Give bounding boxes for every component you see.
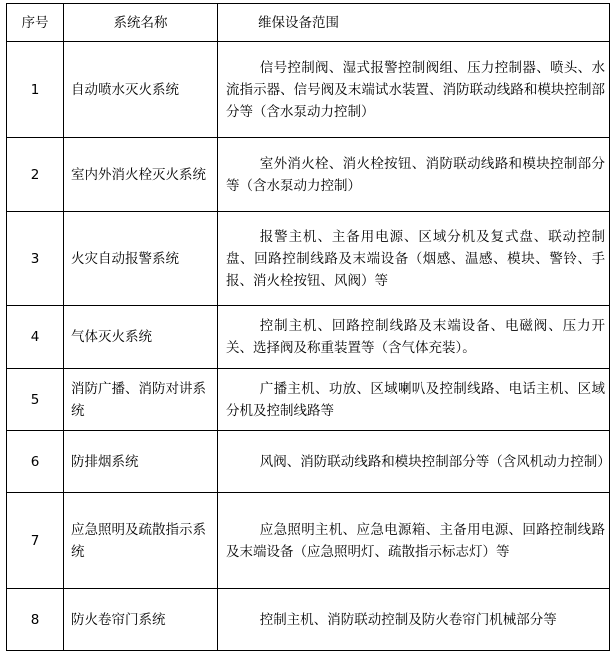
maintenance-scope-table: [6, 3, 610, 651]
row-index: 3: [7, 212, 64, 306]
header-system-name: 系统名称: [64, 4, 218, 42]
row-index: 7: [7, 493, 64, 589]
table-row: [7, 369, 610, 431]
header-scope: 维保设备范围: [218, 4, 610, 42]
row-system-name: 防火卷帘门系统: [64, 589, 218, 651]
table-row: [7, 42, 610, 138]
table-row: [7, 431, 610, 493]
table-row: [7, 138, 610, 212]
row-system-name: 气体灭火系统: [64, 306, 218, 369]
row-scope: 控制主机、回路控制线路及末端设备、电磁阀、压力开关、选择阀及称重装置等（含气体充装）。: [218, 306, 610, 369]
row-scope: 广播主机、功放、区域喇叭及控制线路、电话主机、区域分机及控制线路等: [218, 369, 610, 431]
row-system-name: 应急照明及疏散指示系统: [64, 493, 218, 589]
table-row: [7, 306, 610, 369]
row-scope: 信号控制阀、湿式报警控制阀组、压力控制器、喷头、水流指示器、信号阀及末端试水装置、消防联动线路和模块控制部分等（含水泵动力控制）: [218, 42, 610, 138]
row-index: 5: [7, 369, 64, 431]
row-index: 6: [7, 431, 64, 493]
row-scope: 控制主机、消防联动控制及防火卷帘门机械部分等: [218, 589, 610, 651]
header-index: 序号: [7, 4, 64, 42]
row-index: 8: [7, 589, 64, 651]
row-index: 4: [7, 306, 64, 369]
row-system-name: 防排烟系统: [64, 431, 218, 493]
row-system-name: 消防广播、消防对讲系统: [64, 369, 218, 431]
row-scope: 室外消火栓、消火栓按钮、消防联动线路和模块控制部分等（含水泵动力控制）: [218, 138, 610, 212]
row-scope: 应急照明主机、应急电源箱、主备用电源、回路控制线路及末端设备（应急照明灯、疏散指示标志灯）等: [218, 493, 610, 589]
row-scope: 风阀、消防联动线路和模块控制部分等（含风机动力控制）: [218, 431, 610, 493]
table-row: [7, 493, 610, 589]
row-system-name: 室内外消火栓灭火系统: [64, 138, 218, 212]
row-system-name: 自动喷水灭火系统: [64, 42, 218, 138]
table-row: [7, 589, 610, 651]
row-system-name: 火灾自动报警系统: [64, 212, 218, 306]
row-index: 2: [7, 138, 64, 212]
row-scope: 报警主机、主备用电源、区域分机及复式盘、联动控制盘、回路控制线路及末端设备（烟感、温感、模块、警铃、手报、消火栓按钮、风阀）等: [218, 212, 610, 306]
table-header-row: [7, 4, 610, 42]
table-row: [7, 212, 610, 306]
row-index: 1: [7, 42, 64, 138]
